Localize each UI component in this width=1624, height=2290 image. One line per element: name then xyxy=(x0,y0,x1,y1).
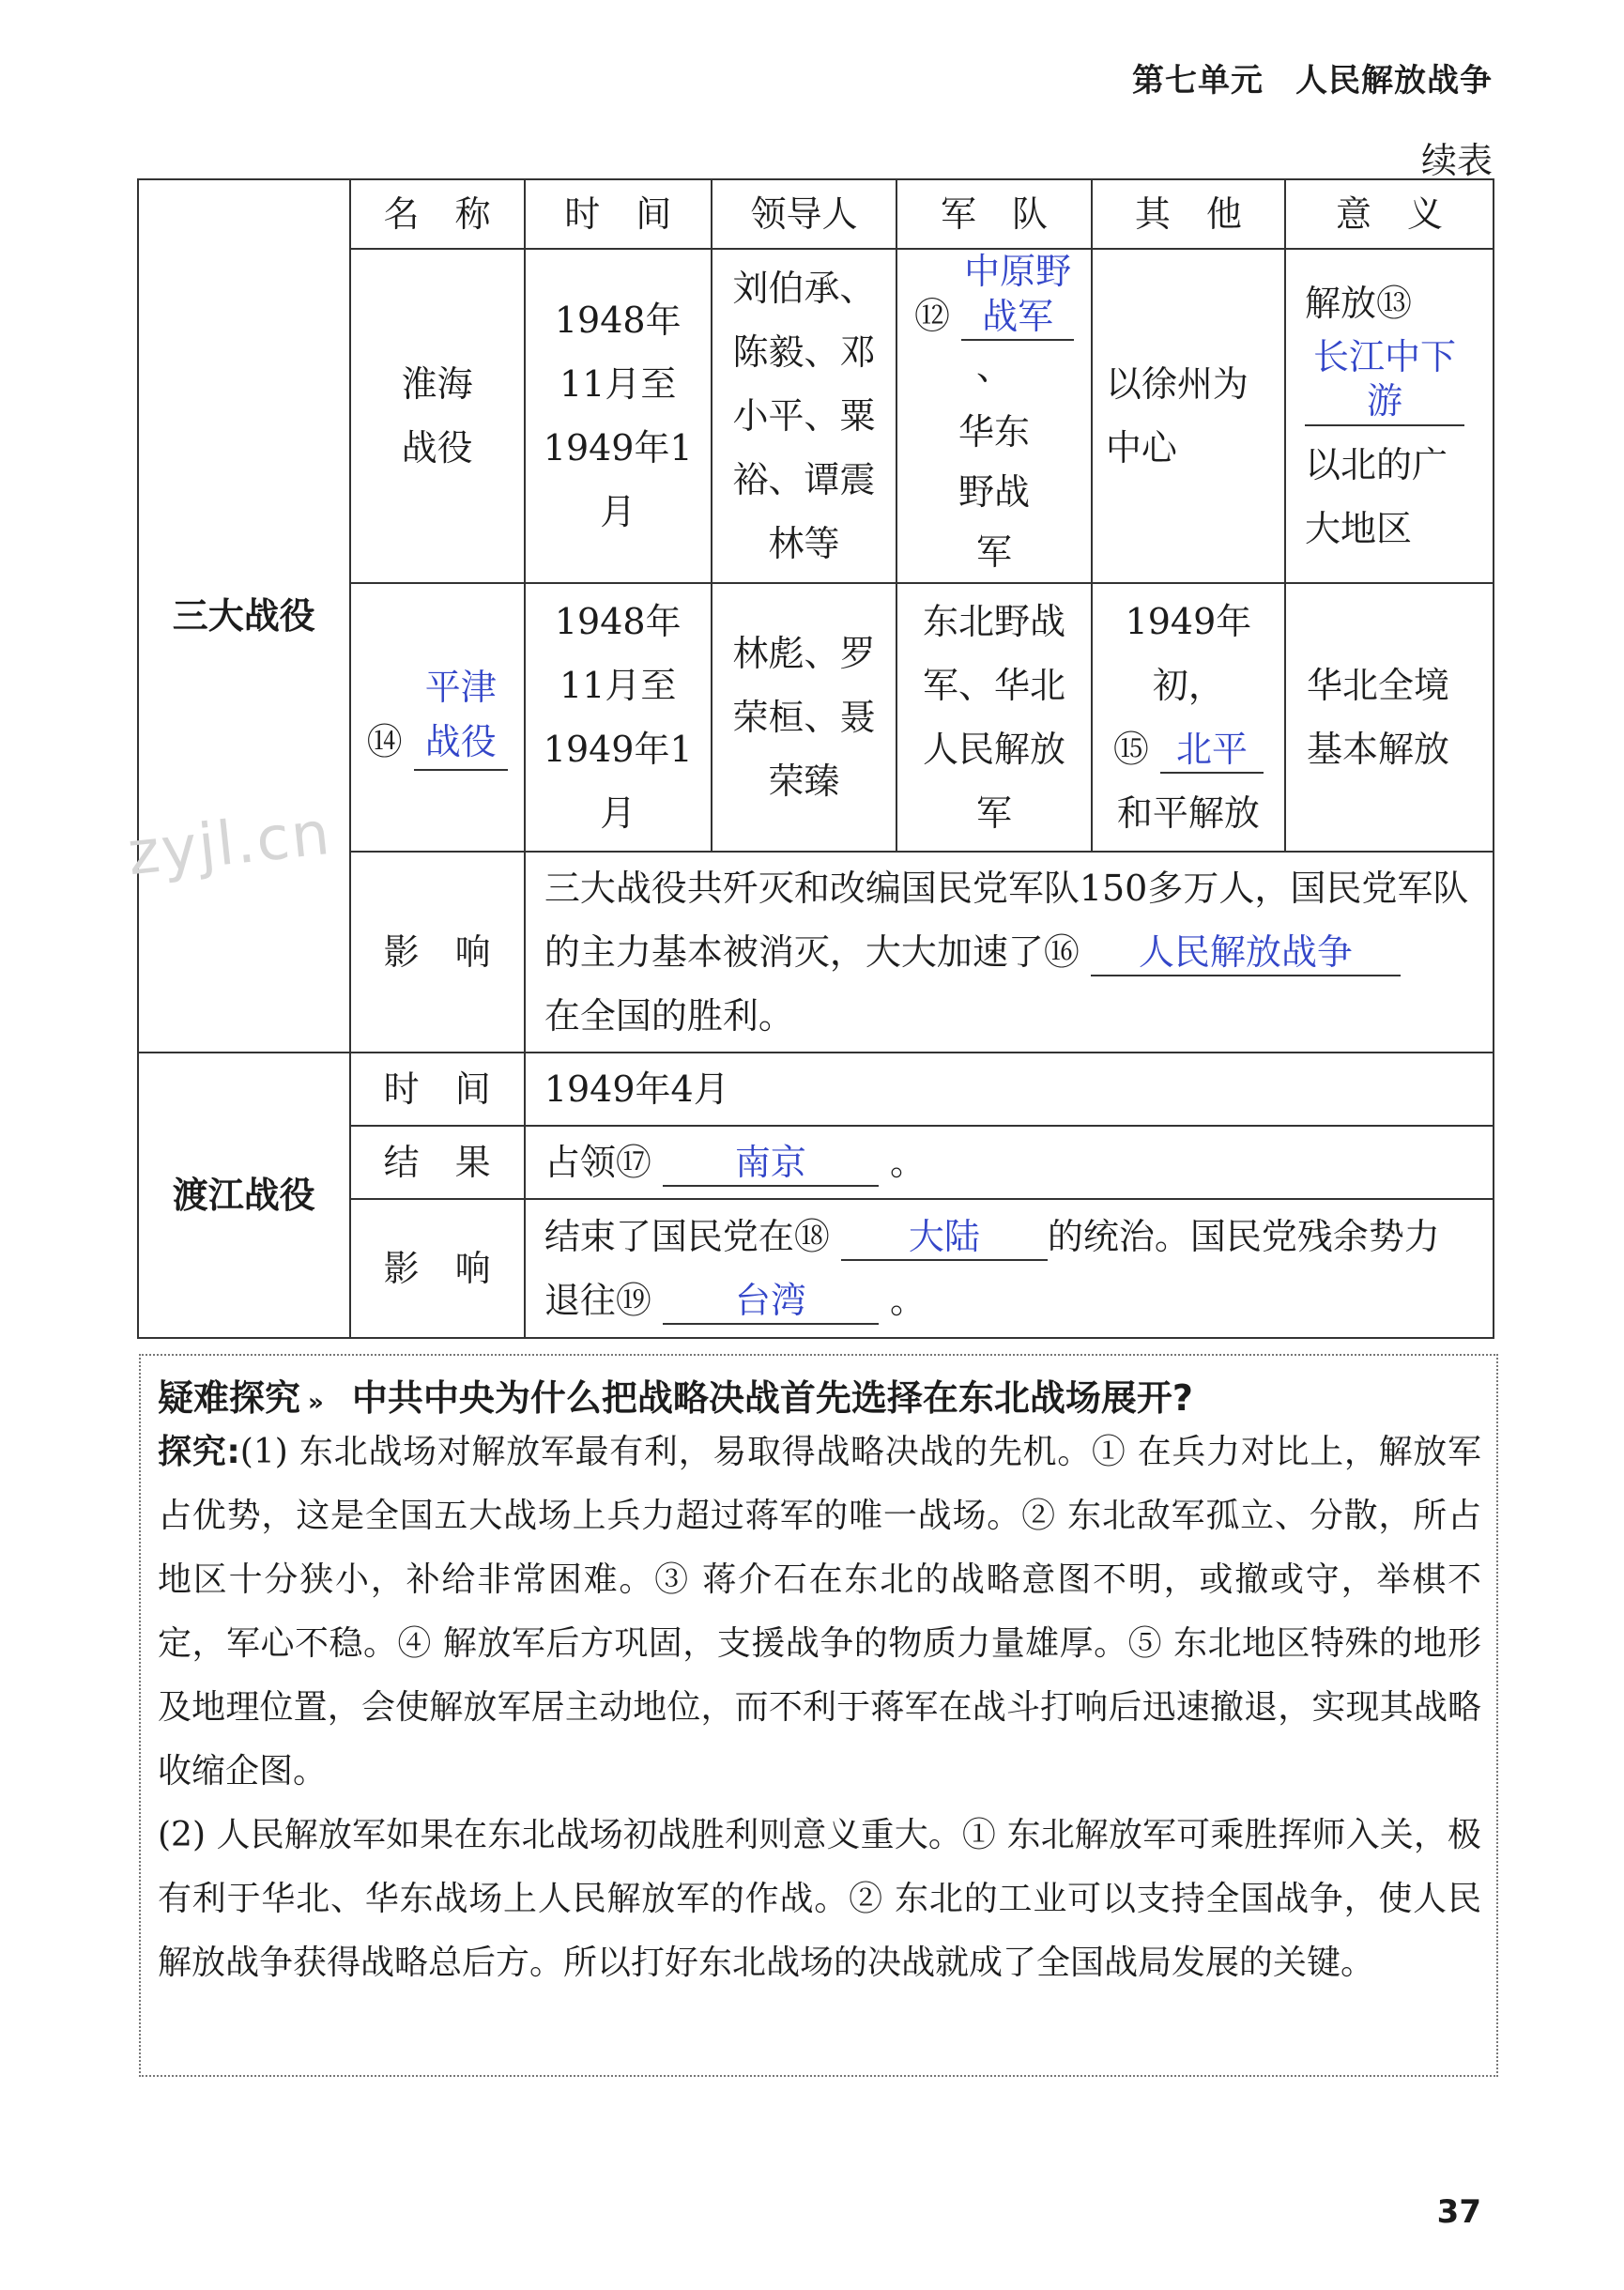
unit-title: 人民解放战争 xyxy=(1295,62,1493,100)
answer-14: 平津战役 xyxy=(414,660,508,771)
other-15-prefix: 1949年初， xyxy=(1125,600,1252,706)
answer-16: 人民解放战争 xyxy=(1091,930,1401,977)
influence-18-text: 结束了国民党在⑱ xyxy=(544,1215,830,1257)
inquiry-paragraph-2: (2) 人民解放军如果在东北战场初战胜利则意义重大。① 东北解放军可乘胜挥师入关，极有利于华北、华东战场上人民解放军的作战。② 东北的工业可以支持全国战争，使人民解放战争获得战略总后方。所以打好东北战场的决战就成了全国战局发展的关键。 xyxy=(158,1816,1481,1982)
inquiry-question: 中共中央为什么把战略决战首先选择在东北战场展开? xyxy=(351,1377,1193,1419)
dujiang-time: 1949年4月 xyxy=(525,1053,1494,1126)
influence-content xyxy=(525,852,1494,1053)
huaihai-time: 1948年11月至1949年1月 xyxy=(525,249,712,583)
meaning-13-prefix: 解放⑬ xyxy=(1305,282,1413,324)
blank-14-number: ⑭ xyxy=(366,721,403,762)
page-header xyxy=(1132,54,1493,100)
header-other: 其 他 xyxy=(1092,179,1285,249)
blank-12-number: ⑫ xyxy=(914,295,951,337)
army-east-china: 华东野战军 xyxy=(958,410,1031,573)
pingjin-army: 东北野战军、华北人民解放军 xyxy=(896,583,1092,852)
unit-label: 第七单元 xyxy=(1132,62,1264,100)
result-17-prefix: 占领⑰ xyxy=(544,1141,651,1183)
answer-18: 大陆 xyxy=(841,1215,1048,1262)
answer-13: 长江中下游 xyxy=(1305,335,1464,426)
huaihai-army xyxy=(896,249,1092,583)
inquiry-label: 探究: xyxy=(158,1433,240,1471)
huaihai-meaning xyxy=(1285,249,1494,583)
battles-table xyxy=(137,178,1494,1339)
answer-12: 中原野战军 xyxy=(961,250,1074,341)
influence-19-text: 的统治。国民党残余势力退往⑲ xyxy=(544,1215,1440,1321)
header-meaning: 意 义 xyxy=(1285,179,1494,249)
page-number: 37 xyxy=(1436,2193,1481,2231)
section-dujiang: 渡江战役 xyxy=(138,1053,350,1338)
pingjin-time: 1948年11月至1949年1月 xyxy=(525,583,712,852)
result-17-end: 。 xyxy=(890,1141,927,1183)
influence-end: 在全国的胜利。 xyxy=(544,994,794,1037)
pingjin-leaders: 林彪、罗荣桓、聂荣臻 xyxy=(712,583,897,852)
inquiry-title xyxy=(158,1369,1496,1421)
other-15-suffix: 和平解放 xyxy=(1116,792,1260,834)
header-name: 名 称 xyxy=(350,179,525,249)
inquiry-paragraph-1 xyxy=(158,1421,1481,1804)
influence-19-end: 。 xyxy=(890,1279,927,1321)
dujiang-result xyxy=(525,1126,1494,1199)
answer-19: 台湾 xyxy=(663,1279,879,1326)
header-army: 军 队 xyxy=(896,179,1092,249)
dujiang-influence-label: 影 响 xyxy=(350,1199,525,1338)
header-leaders: 领导人 xyxy=(712,179,897,249)
pingjin-meaning: 华北全境基本解放 xyxy=(1285,583,1494,852)
huaihai-leaders: 刘伯承、陈毅、邓小平、粟裕、谭震林等 xyxy=(712,249,897,583)
blank-15-number: ⑮ xyxy=(1112,728,1149,770)
answer-17: 南京 xyxy=(663,1141,879,1188)
dujiang-influence xyxy=(525,1199,1494,1338)
influence-label: 影 响 xyxy=(350,852,525,1053)
section-three-battles: 三大战役 xyxy=(138,179,350,1053)
pingjin-name xyxy=(350,583,525,852)
inquiry-tag: 疑难探究 xyxy=(158,1377,301,1419)
pingjin-other xyxy=(1092,583,1285,852)
huaihai-other: 以徐州为中心 xyxy=(1092,249,1285,583)
huaihai-name: 淮海战役 xyxy=(350,249,525,583)
meaning-13-suffix: 以北的广大地区 xyxy=(1305,444,1448,549)
influence-text: 三大战役共歼灭和改编国民党军队150多万人，国民党军队的主力基本被消灭，大大加速了⑯ xyxy=(544,867,1469,973)
watermark: zyjl.cn xyxy=(124,798,335,890)
dujiang-time-label: 时 间 xyxy=(350,1053,525,1126)
double-chevron-icon: » xyxy=(308,1389,324,1417)
header-time: 时 间 xyxy=(525,179,712,249)
dujiang-result-label: 结 果 xyxy=(350,1126,525,1199)
continued-label: 续表 xyxy=(1420,140,1493,181)
inquiry-box xyxy=(139,1354,1498,2077)
army-separator: 、 xyxy=(976,346,1013,388)
inquiry-p1-text: (1) 东北战场对解放军最有利，易取得战略决战的先机。① 在兵力对比上，解放军占优势，这是全国五大战场上兵力超过蒋军的唯一战场。② 东北敌军孤立、分散，所占地区十分狭小，补给非常困难。③ 蒋介石在东北的战略意图不明，或撤或守，举棋不定，军心不稳。④ 解放军后方巩固，支援战争的物质力量雄厚。⑤ 东北地区特殊的地形及地理位置，会使解放军居主动地位，而不利于蒋军在战斗打响后迅速撤退，实现其战略收缩企图。 xyxy=(158,1433,1481,1791)
answer-15: 北平 xyxy=(1160,728,1264,775)
